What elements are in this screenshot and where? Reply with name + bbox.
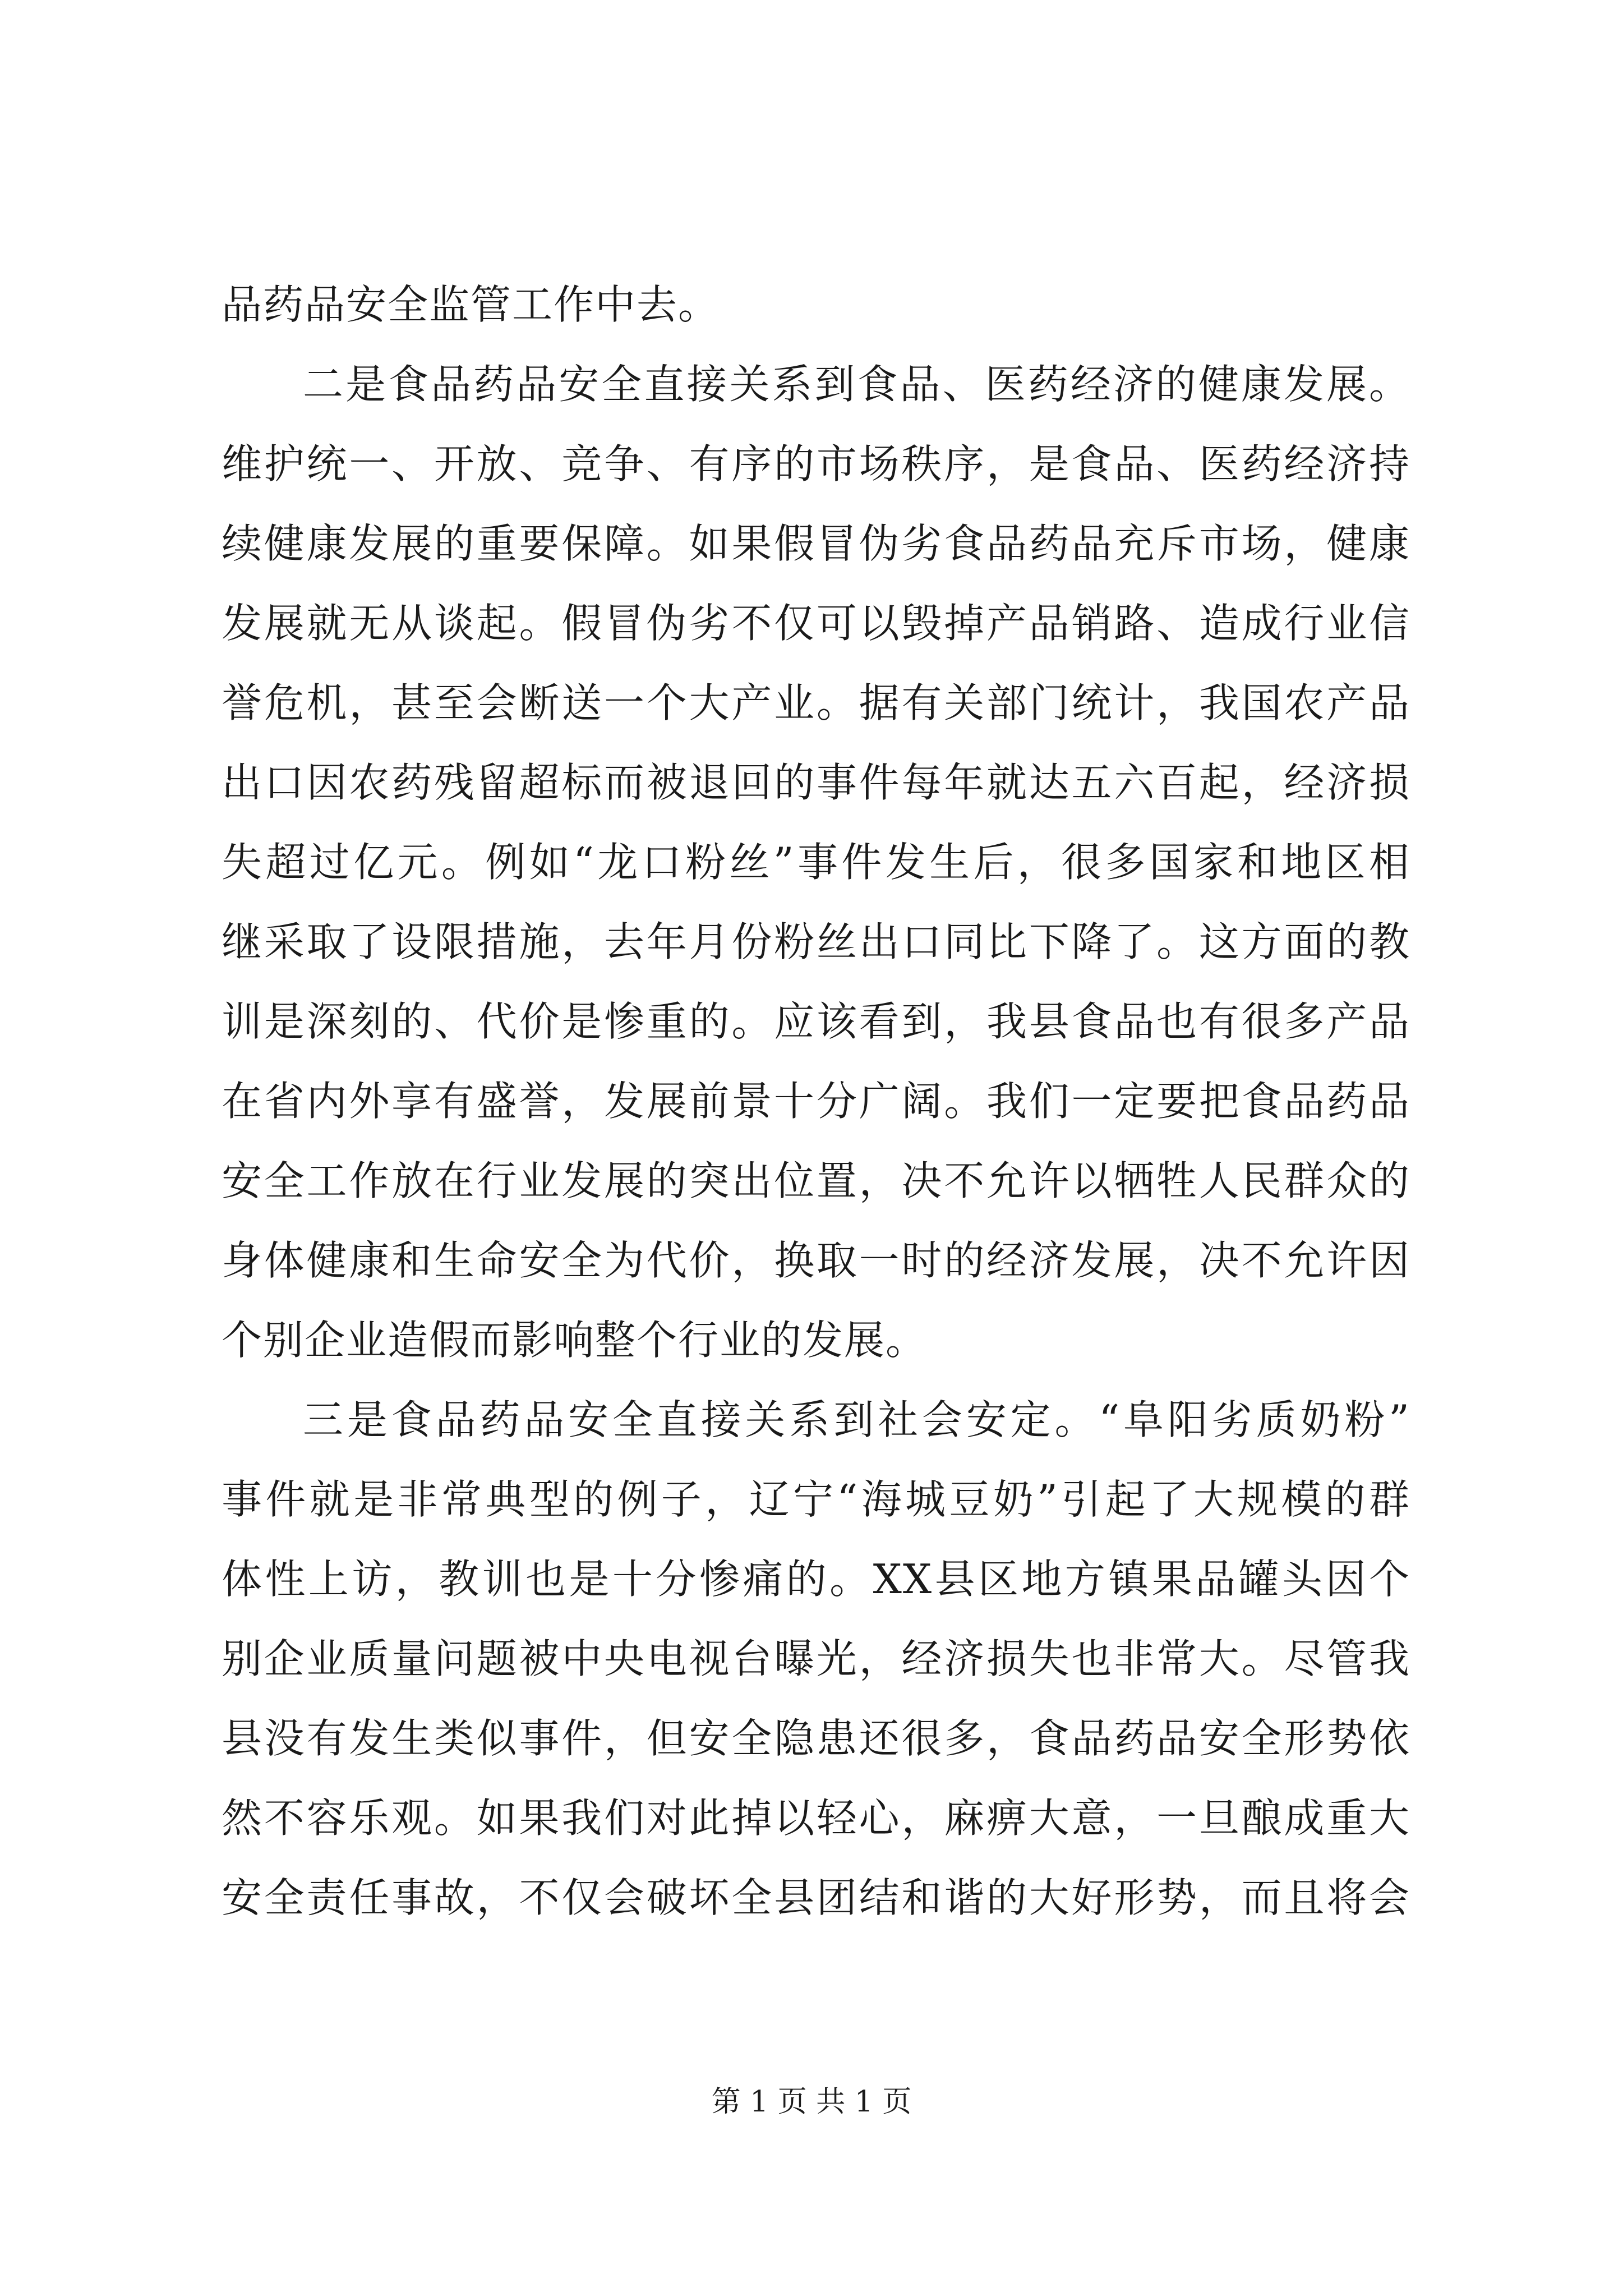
text-line: 个别企业造假而影响整个行业的发展。	[222, 1317, 928, 1364]
text-line: 继采取了设限措施，去年月份粉丝出口同比下降了。这方面的教	[222, 918, 1410, 965]
text-line: 安全工作放在行业发展的突出位置，决不允许以牺牲人民群众的	[222, 1157, 1410, 1204]
text-line: 训是深刻的、代价是惨重的。应该看到，我县食品也有很多产品	[222, 998, 1410, 1045]
text-line: 续健康发展的重要保障。如果假冒伪劣食品药品充斥市场，健康	[222, 520, 1410, 567]
paragraph-start-line: 三是食品药品安全直接关系到社会安定。“阜阳劣质奶粉”	[303, 1396, 1410, 1443]
document-body	[222, 265, 1410, 1938]
text-line: 品药品安全监管工作中去。	[222, 281, 720, 328]
text-line: 发展就无从谈起。假冒伪劣不仅可以毁掉产品销路、造成行业信	[222, 600, 1410, 647]
text-line: 誉危机，甚至会断送一个大产业。据有关部门统计，我国农产品	[222, 679, 1410, 726]
text-line: 在省内外享有盛誉，发展前景十分广阔。我们一定要把食品药品	[222, 1078, 1410, 1125]
page-number: 第 1 页 共 1 页	[711, 2085, 912, 2119]
text-line: 体性上访，教训也是十分惨痛的。XX县区地方镇果品罐头因个	[222, 1556, 1410, 1603]
text-line: 安全责任事故，不仅会破坏全县团结和谐的大好形势，而且将会	[222, 1874, 1410, 1921]
text-line: 县没有发生类似事件，但安全隐患还很多，食品药品安全形势依	[222, 1715, 1410, 1762]
text-line: 失超过亿元。例如“龙口粉丝”事件发生后，很多国家和地区相	[222, 839, 1410, 886]
text-line: 维护统一、开放、竞争、有序的市场秩序，是食品、医药经济持	[222, 440, 1410, 487]
text-line: 出口因农药残留超标而被退回的事件每年就达五六百起，经济损	[222, 759, 1410, 806]
text-line: 别企业质量问题被中央电视台曝光，经济损失也非常大。尽管我	[222, 1635, 1410, 1682]
text-line: 身体健康和生命安全为代价，换取一时的经济发展，决不允许因	[222, 1237, 1410, 1284]
text-line: 然不容乐观。如果我们对此掉以轻心，麻痹大意，一旦酿成重大	[222, 1795, 1410, 1842]
paragraph-start-line: 二是食品药品安全直接关系到食品、医药经济的健康发展。	[303, 361, 1410, 408]
page-footer	[0, 2082, 1623, 2122]
text-line: 事件就是非常典型的例子，辽宁“海城豆奶”引起了大规模的群	[222, 1476, 1410, 1523]
